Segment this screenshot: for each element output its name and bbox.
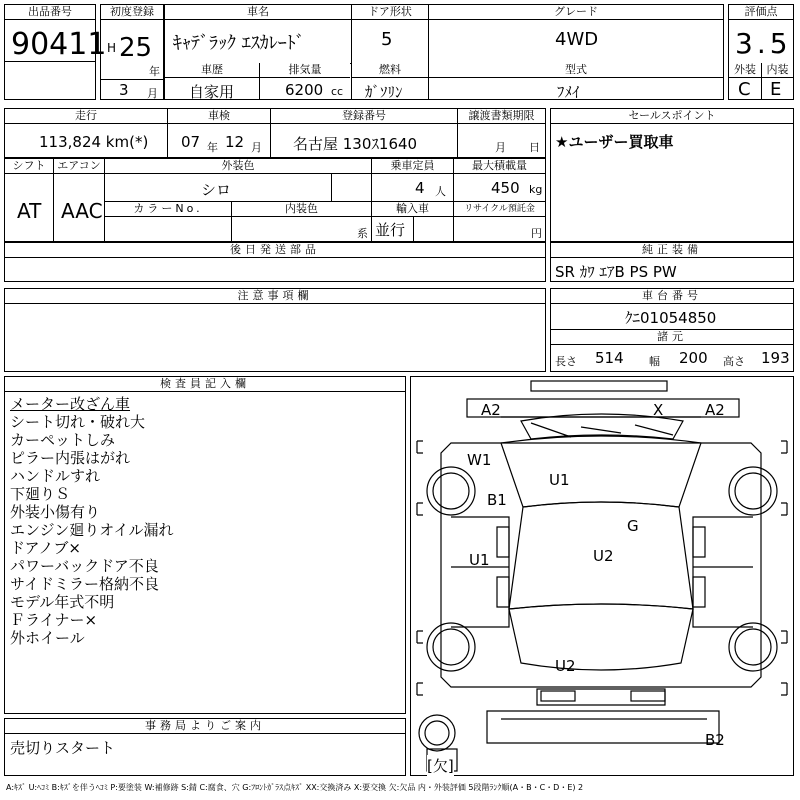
length-label: 長さ [555,355,577,368]
width-label: 幅 [649,355,660,368]
inspector-label: 検査員記入欄 [5,377,405,392]
capacity-label: 乗車定員 [372,159,453,174]
sales-point-box [550,108,794,242]
mark-u1-left: U1 [469,551,490,569]
lot-number: 90411 [11,27,107,62]
first-registration-box [100,4,164,100]
equipment-box [550,242,794,282]
year-unit: 年 [149,65,160,78]
model: ﾌﾒｲ [557,83,580,101]
lot-number-label: 出品番号 [5,5,95,20]
inspector-note-line: エンジン廻りオイル漏れ [10,521,174,539]
inspector-note-line: 外ホイール [10,629,85,647]
chassis-label: 車台番号 [551,289,793,304]
displacement-unit: cc [331,85,344,98]
inspector-box [4,376,406,714]
inspector-note-line: ハンドルすれ [10,467,101,485]
length: 514 [595,349,624,367]
car-diagram [410,376,794,776]
displacement: 6200 [285,81,324,99]
mark-a2-left: A2 [481,401,501,419]
inspection-label: 車検 [168,109,270,124]
inspector-note-line: 下廻りＳ [10,485,71,503]
later-parts-label: 後日発送部品 [5,243,545,258]
recycle-unit: 円 [531,227,542,240]
grade: 4WD [555,29,599,50]
ext-color: シロ [201,181,232,199]
mark-x-front: X [653,401,664,419]
height-label: 高さ [723,355,745,368]
reg-month: 3 [119,81,129,99]
displacement-label: 排気量 [260,63,350,78]
inspector-note-line: ピラー内張はがれ [10,449,131,467]
shift-label: シフト [5,159,53,174]
mark-b1: B1 [487,491,507,509]
caution-label: 注意事項欄 [5,289,545,304]
inspector-note-line: パワーバックドア不良 [10,557,159,575]
import: 並行 [375,221,406,239]
doors-label: ドア形状 [352,5,428,20]
inspector-note-line: カーペットしみ [10,431,116,449]
capacity: 4 [415,179,425,197]
mark-u2-rear: U2 [555,657,576,675]
first-reg-label: 初度登録 [101,5,163,20]
int-color-label: 内装色 [232,202,371,217]
lot-number-box [4,4,107,100]
spare-missing: [欠] [427,757,454,775]
max-load-label: 最大積載量 [454,159,545,174]
inspector-notes [10,395,174,647]
inspector-note-line: サイドミラー格納不良 [10,575,159,593]
mark-u2-center: U2 [593,547,614,565]
inspection-year: 07 [181,133,201,151]
interior-grade: E [770,79,782,100]
width: 200 [679,349,708,367]
mileage-label: 走行 [5,109,167,124]
score: 3.5 [735,27,792,60]
inspector-note-line: Ｆライナー× [10,611,98,629]
equipment-label: 純正装備 [551,243,793,258]
mark-w1: W1 [467,451,492,469]
grade-label: グレード [429,5,723,20]
inspector-note-line: ドアノブ× [10,539,81,557]
mark-a2-right: A2 [705,401,725,419]
car-info-box [164,4,724,100]
score-box [728,4,794,100]
capacity-unit: 人 [435,185,446,198]
inspector-note-line: シート切れ・破れ大 [10,413,146,431]
model-label: 型式 [429,63,723,78]
color-no-label: カラーNo. [105,202,231,217]
chassis-box [550,288,794,372]
ac: AAC [61,199,103,223]
history: 自家用 [189,83,235,101]
inspection-month: 12 [225,133,245,151]
inspector-note-line: モデル年式不明 [10,593,115,611]
later-parts-box [4,242,546,282]
fuel-label: 燃料 [352,63,428,78]
inspection-year-unit: 年 [207,141,218,154]
score-label: 評価点 [729,5,793,20]
inspector-note-line: メーター改ざん車 [10,395,131,413]
mark-b2: B2 [705,731,725,749]
sales-point: ★ユーザー買取車 [555,133,674,151]
legend: A:ｷｽﾞ U:ﾍｺﾐ B:ｷｽﾞを伴うﾍｺﾐ P:要塗装 W:補修跡 S:錆 C:腐食、穴 G:ﾌﾛﾝﾄｶﾞﾗｽ点ｷｽﾞ XX:交換済み X:要交換 欠:欠品 内・外装評価 5段階ﾗﾝｸ順(A・B・C・D・E) 2 [6,783,584,792]
sales-point-label: セールスポイント [551,109,793,124]
max-load: 450 [491,179,520,197]
exterior-grade-label: 外装 [729,63,761,78]
dims-label: 諸元 [551,329,793,345]
height: 193 [761,349,790,367]
chassis: ｸﾆ01054850 [625,309,717,327]
car-name: ｷｬﾃﾞﾗｯｸ ｴｽｶﾚｰﾄﾞ [173,33,305,54]
transfer-day-unit: 日 [529,141,540,154]
fuel: ｶﾞｿﾘﾝ [365,83,403,101]
exterior-grade: C [738,79,751,100]
interior-grade-label: 内装 [762,63,793,78]
equipment: SR ｶﾜ ｴｱB PS PW [555,263,677,281]
transfer-label: 譲渡書類期限 [458,109,545,124]
history-label: 車歴 [165,63,259,78]
mark-u1-top: U1 [549,471,570,489]
month-unit: 月 [147,87,158,100]
ext-color-label: 外装色 [105,159,371,174]
era: H [107,41,117,55]
inspector-note-line: 外装小傷有り [10,503,101,521]
import-label: 輸入車 [372,202,453,217]
reg-year: 25 [119,33,153,63]
recycle-label: リサイクル預託金 [454,202,545,217]
doors: 5 [381,29,393,50]
shift: AT [17,199,42,223]
office-text: 売切りスタート [10,739,116,757]
spec-row [4,158,546,242]
int-color-unit: 系 [357,227,368,240]
transfer-month-unit: 月 [495,141,506,154]
mileage: 113,824 km(*) [39,133,149,151]
caution-box [4,288,546,372]
max-load-unit: kg [529,183,543,196]
mark-g: G [627,517,639,535]
office-label: 事務局よりご案内 [5,719,405,734]
registration: 名古屋 130ｽ1640 [293,135,418,153]
car-outline-diagram [411,377,793,775]
car-name-label: 車名 [165,5,351,20]
inspection-month-unit: 月 [251,141,262,154]
mileage-row [4,108,546,158]
ac-label: エアコン [54,159,104,174]
office-box [4,718,406,776]
registration-label: 登録番号 [271,109,457,124]
